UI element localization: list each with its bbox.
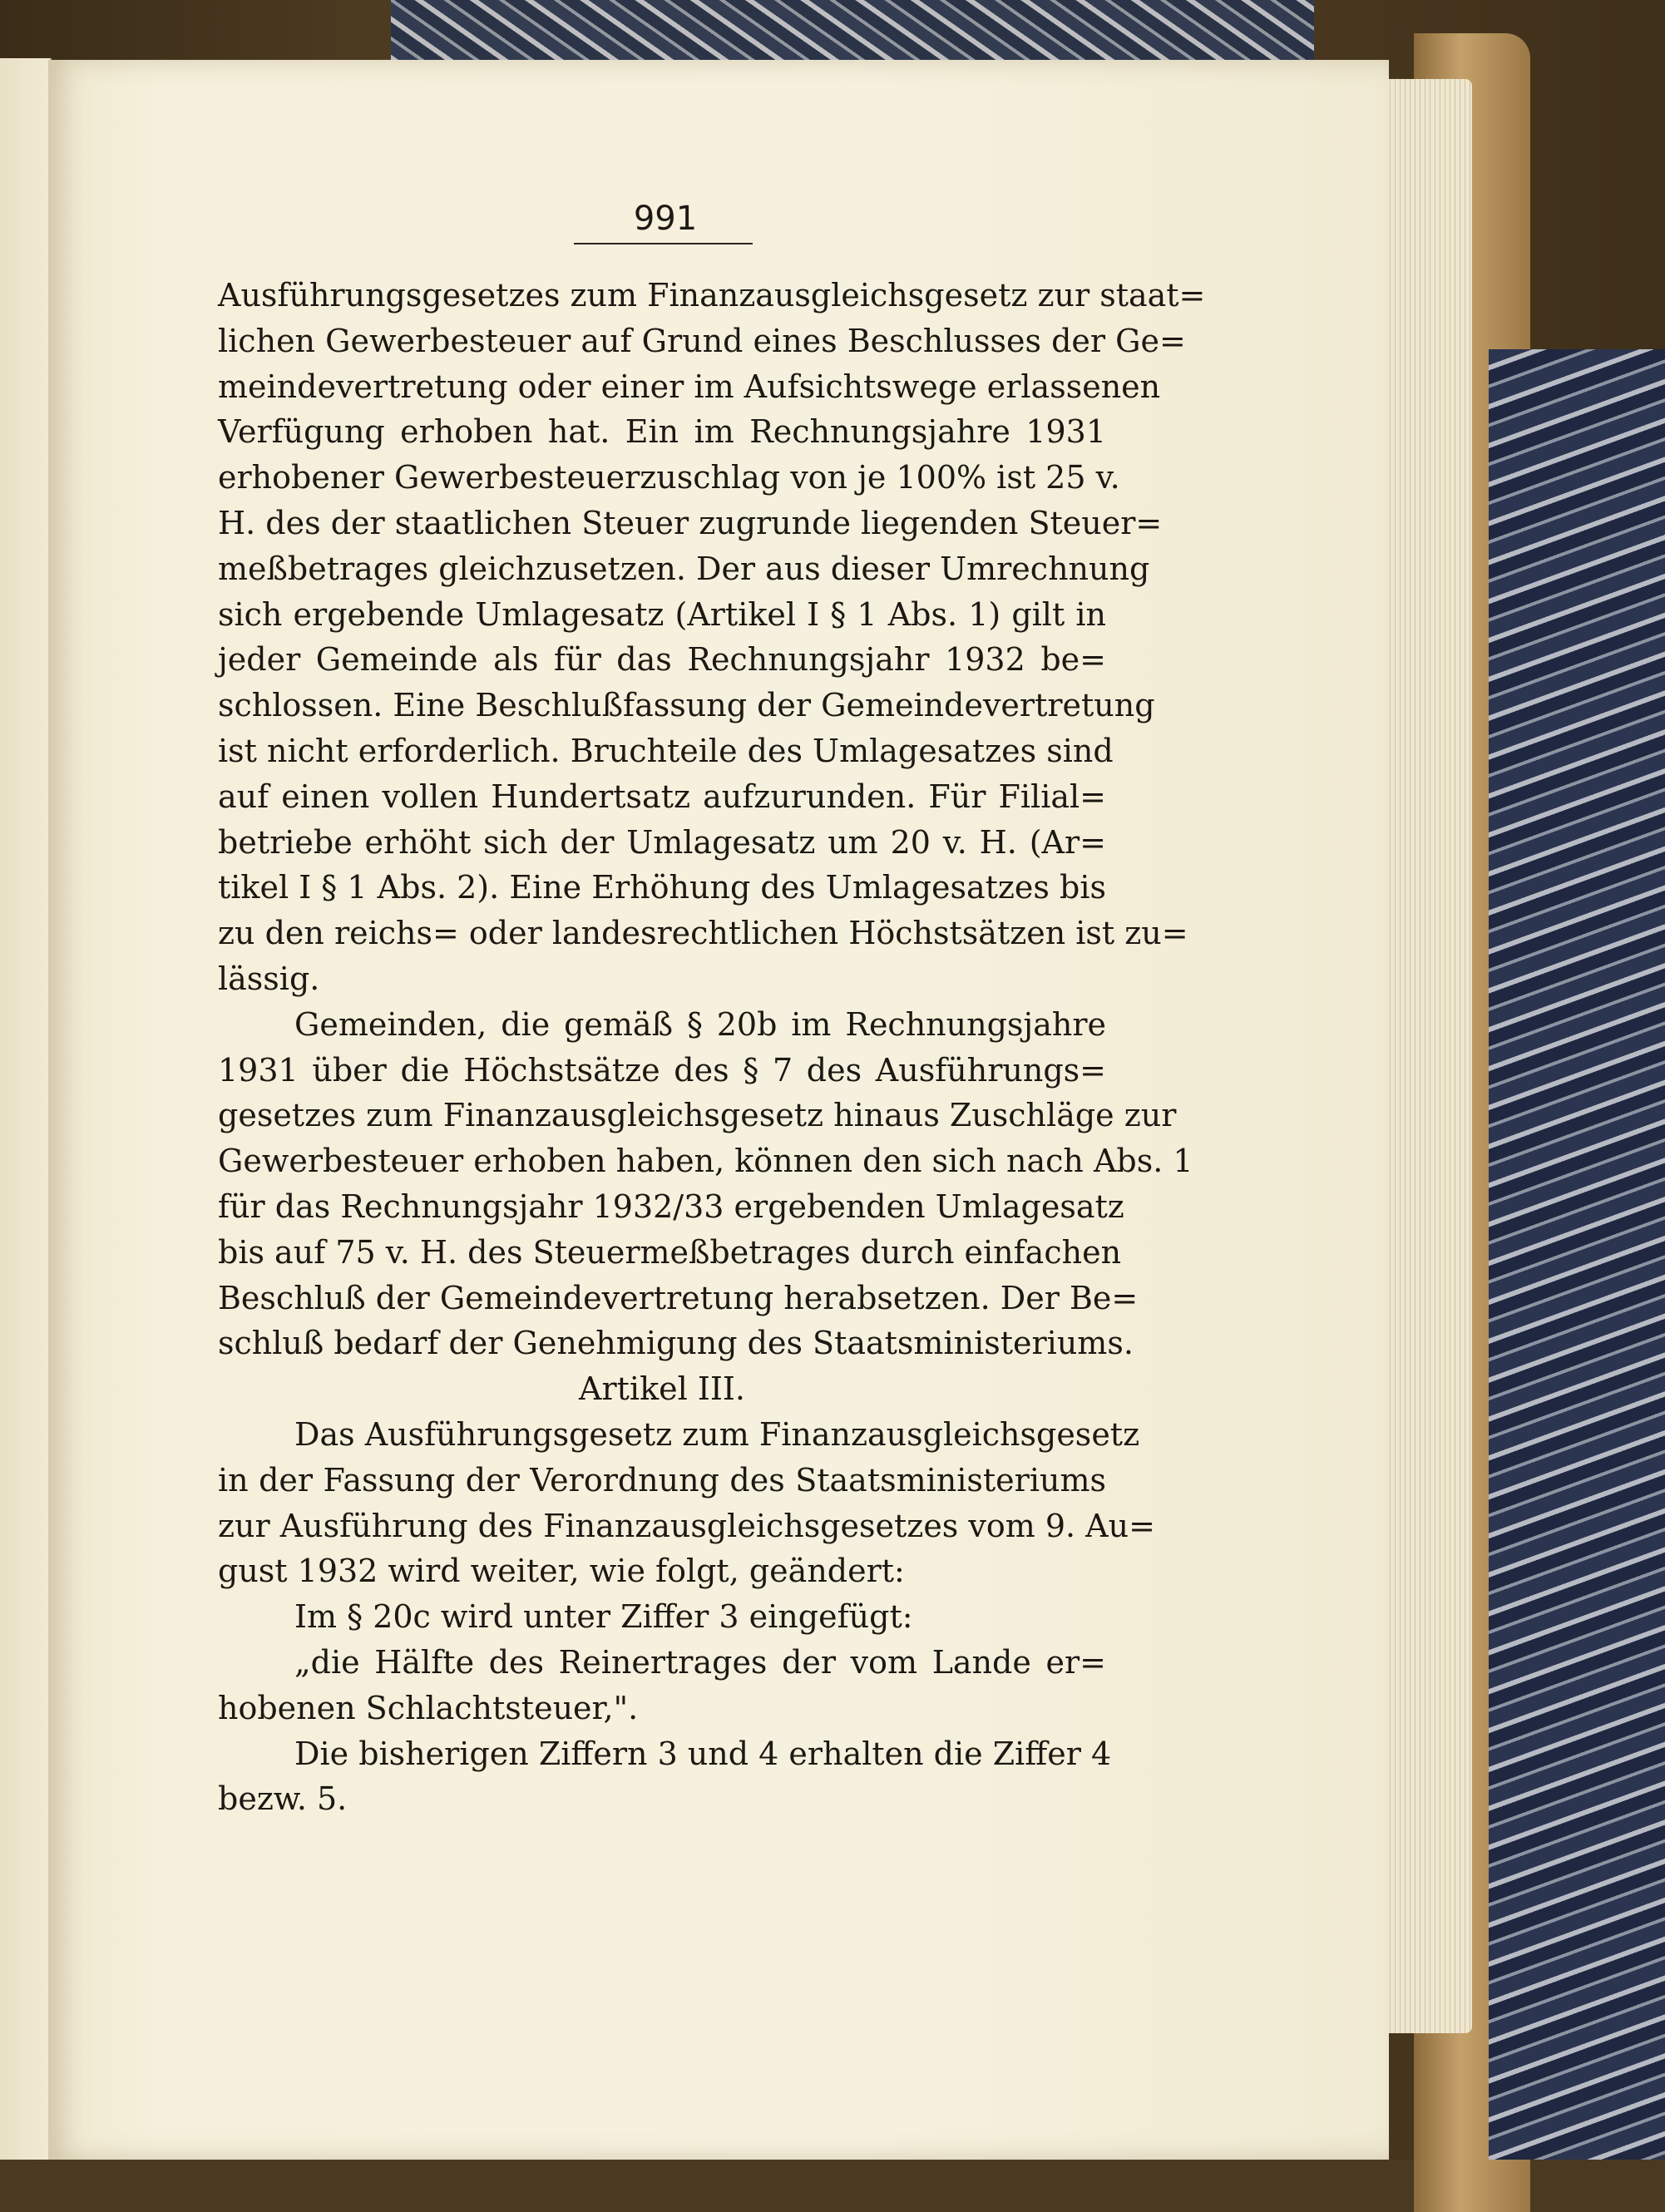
body-text bbox=[218, 273, 1206, 1822]
text-line: meßbetrages gleichzusetzen. Der aus dieser Umrechnung bbox=[218, 550, 1150, 587]
text-line: meindevertretung oder einer im Aufsichtswege erlassenen bbox=[218, 368, 1161, 405]
marbled-cover-right bbox=[1489, 349, 1665, 2160]
text-line: ist nicht erforderlich. Bruchteile des Umlagesatzes sind bbox=[218, 732, 1114, 769]
text-line: tikel I § 1 Abs. 2). Eine Erhöhung des Umlagesatzes bis bbox=[218, 869, 1106, 906]
text-line: bezw. 5. bbox=[218, 1780, 348, 1818]
text-line: 1931 über die Höchstsätze des § 7 des Ausführungs= bbox=[218, 1051, 1106, 1089]
text-line: auf einen vollen Hundertsatz aufzurunden. Für Filial= bbox=[218, 778, 1106, 815]
page-number-rule bbox=[574, 243, 753, 244]
text-line: zu den reichs= oder landesrechtlichen Höchstsätzen ist zu= bbox=[218, 915, 1188, 952]
text-line: Die bisherigen Ziffern 3 und 4 erhalten die Ziffer 4 bbox=[294, 1735, 1112, 1772]
left-page-edge bbox=[0, 58, 52, 2160]
text-line: Im § 20c wird unter Ziffer 3 eingefügt: bbox=[294, 1598, 913, 1636]
text-line: gust 1932 wird weiter, wie folgt, geändert: bbox=[218, 1553, 905, 1590]
text-line: gesetzes zum Finanzausgleichsgesetz hinaus Zuschläge zur bbox=[218, 1097, 1177, 1134]
page-edges bbox=[1381, 79, 1472, 2033]
text-line: schlossen. Eine Beschlußfassung der Gemeindevertretung bbox=[218, 687, 1155, 724]
text-line: erhobener Gewerbesteuerzuschlag von je 100% ist 25 v. bbox=[218, 459, 1120, 496]
text-line: lässig. bbox=[218, 960, 320, 997]
text-line: Das Ausführungsgesetz zum Finanzausgleichsgesetz bbox=[294, 1415, 1140, 1453]
text-line: Verfügung erhoben hat. Ein im Rechnungsjahre 1931 bbox=[218, 413, 1106, 451]
text-line: jeder Gemeinde als für das Rechnungsjahr 1932 be= bbox=[218, 641, 1106, 679]
text-line: Ausführungsgesetzes zum Finanzausgleichsgesetz zur staat= bbox=[218, 277, 1206, 314]
text-line: Gewerbesteuer erhoben haben, können den sich nach Abs. 1 bbox=[218, 1143, 1193, 1180]
text-line: schluß bedarf der Genehmigung des Staatsministeriums. bbox=[218, 1325, 1134, 1362]
page-number: 991 bbox=[633, 200, 698, 238]
text-line: „die Hälfte des Reinertrages der vom Lande er= bbox=[294, 1643, 1106, 1681]
text-line: Gemeinden, die gemäß § 20b im Rechnungsjahre bbox=[294, 1005, 1106, 1043]
text-line: für das Rechnungsjahr 1932/33 ergebenden Umlagesatz bbox=[218, 1187, 1124, 1225]
text-line: zur Ausführung des Finanzausgleichsgesetzes vom 9. Au= bbox=[218, 1507, 1155, 1544]
text-line: bis auf 75 v. H. des Steuermeßbetrages durch einfachen bbox=[218, 1233, 1122, 1271]
text-line: betriebe erhöht sich der Umlagesatz um 20 v. H. (Ar= bbox=[218, 823, 1106, 861]
text-line: sich ergebende Umlagesatz (Artikel I § 1 Abs. 1) gilt in bbox=[218, 595, 1106, 633]
text-line: in der Fassung der Verordnung des Staatsministeriums bbox=[218, 1461, 1106, 1499]
text-line: H. des der staatlichen Steuer zugrunde liegenden Steuer= bbox=[218, 504, 1163, 541]
article-heading: Artikel III. bbox=[579, 1370, 745, 1408]
text-line: Beschluß der Gemeindevertretung herabsetzen. Der Be= bbox=[218, 1279, 1139, 1316]
text-line: hobenen Schlachtsteuer,". bbox=[218, 1689, 639, 1726]
text-line: lichen Gewerbesteuer auf Grund eines Beschlusses der Ge= bbox=[218, 322, 1186, 359]
